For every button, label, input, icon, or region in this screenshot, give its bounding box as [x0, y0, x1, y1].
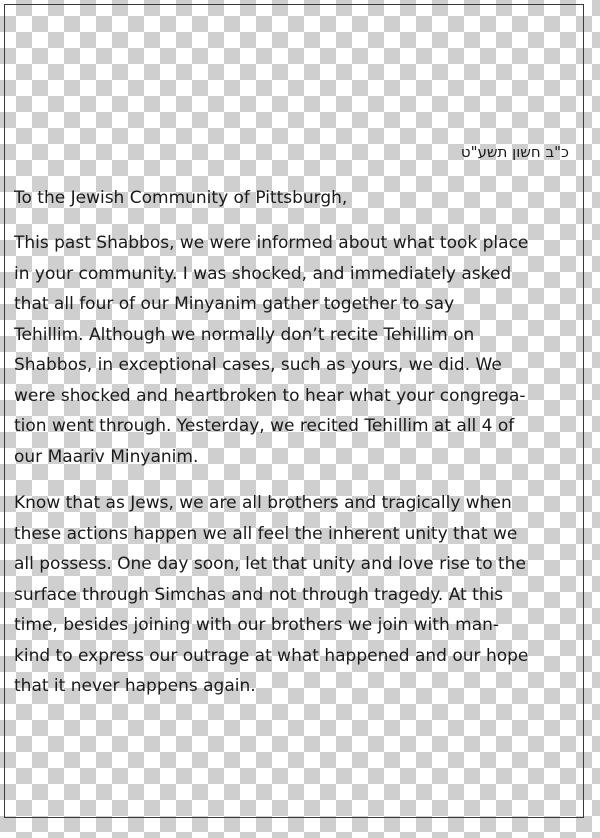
letter-body	[14, 140, 579, 718]
paragraph-2: Know that as Jews, we are all brothers and tragically when these actions happen we all feel the inherent unity that we all possess. One day soon, let that unity and love rise to the surface through Simchas and not through tragedy. At this time, besides joining with our brothers we join with man- kind to express our outrage at what happened and our hope that it never happens again.	[14, 493, 529, 696]
salutation: To the Jewish Community of Pittsburgh,	[14, 188, 348, 208]
hebrew-date: כ"ב חשון תשע"ט	[460, 143, 569, 161]
paragraph-1: This past Shabbos, we were informed about what took place in your community. I was shocked, and immediately asked that all four of our Minyanim gather together to say Tehillim. Although we normally don’t recite Tehillim on Shabbos, in exceptional cases, such as yours, we did. We were shocked and heartbroken to hear what your congrega- tion went through. Yesterday, we recited Tehillim at all 4 of our Maariv Minyanim.	[14, 233, 529, 467]
